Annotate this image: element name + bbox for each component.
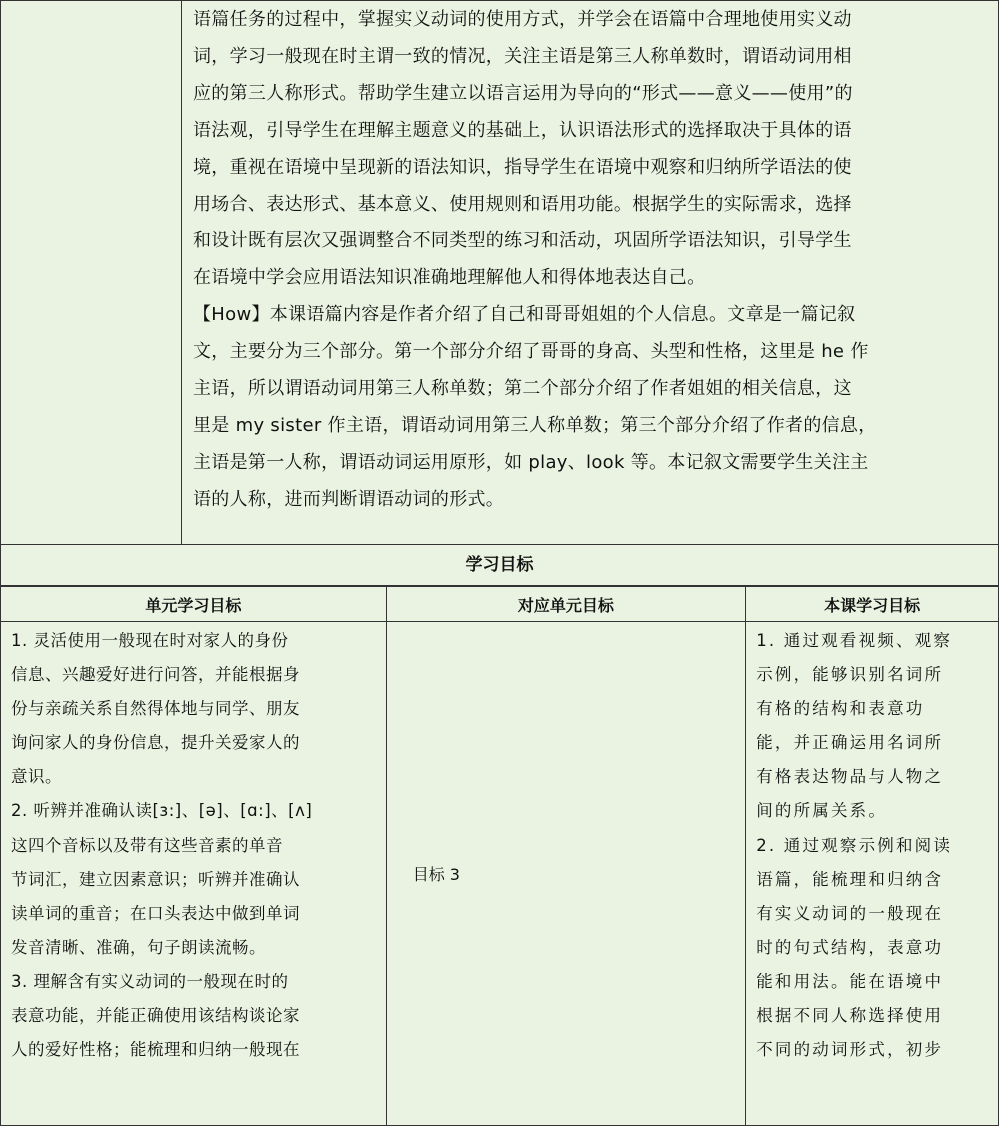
lesson-goal-line: 时的句式结构，表意功 — [756, 937, 944, 957]
unit-goal-line: 读单词的重音；在口头表达中做到单词 — [11, 903, 300, 923]
unit-goal-line: 2. 听辨并准确认读[ɜ:]、[ə]、[ɑ:]、[ʌ] — [11, 801, 313, 821]
text-line: 应的第三人称形式。帮助学生建立以语言运用为导向的“形式——意义——使用”的 — [193, 82, 853, 104]
analysis-paragraph — [183, 2, 997, 519]
header-unit-goals: 单元学习目标 — [1, 587, 387, 622]
unit-goals-cell — [1, 622, 387, 1126]
objectives-content-row — [1, 622, 999, 1126]
unit-goal-line: 1. 灵活使用一般现在时对家人的身份 — [11, 631, 289, 650]
analysis-table — [0, 0, 999, 545]
header-corresponding-goal: 对应单元目标 — [386, 587, 746, 622]
corresponding-goal-text: 目标 3 — [412, 865, 460, 884]
text-line: 境，重视在语境中呈现新的语法知识，指导学生在语境中观察和归纳所学语法的使 — [193, 156, 852, 178]
lesson-goal-line: 有格的结构和表意功 — [756, 699, 925, 719]
lesson-goal-line: 能，并正确运用名词所 — [756, 733, 944, 753]
left-empty-cell — [1, 1, 182, 545]
unit-goal-line: 询问家人的身份信息，提升关爱家人的 — [11, 733, 300, 753]
analysis-text-cell — [182, 1, 999, 545]
lesson-goal-line: 2. 通过观察示例和阅读 — [756, 835, 953, 855]
text-line: 和设计既有层次又强调整合不同类型的练习和活动，巩固所学语法知识，引导学生 — [193, 230, 852, 252]
lesson-goal-line: 有格表达物品与人物之 — [756, 767, 944, 787]
text-line: 主语是第一人称，谓语动词运用原形，如 play、look 等。本记叙文需要学生关注主 — [193, 451, 869, 473]
lesson-goal-line: 根据不同人称选择使用 — [756, 1006, 944, 1026]
lesson-goal-line: 语篇，能梳理和归纳含 — [756, 869, 944, 889]
unit-goal-line: 份与亲疏关系自然得体地与同学、朋友 — [11, 699, 300, 719]
text-line: 语篇任务的过程中，掌握实义动词的使用方式，并学会在语篇中合理地使用实义动 — [193, 9, 852, 30]
objectives-header-row — [1, 587, 999, 622]
unit-goal-line: 这四个音标以及带有这些音素的单音 — [11, 835, 283, 855]
text-line: 词，学习一般现在时主谓一致的情况，关注主语是第三人称单数时，谓语动词用相 — [193, 45, 852, 67]
lesson-goal-line: 示例，能够识别名词所 — [756, 665, 944, 685]
text-line: 语法观，引导学生在理解主题意义的基础上，认识语法形式的选择取决于具体的语 — [193, 119, 852, 141]
text-line: 主语，所以谓语动词用第三人称单数；第二个部分介绍了作者姐姐的相关信息，这 — [193, 378, 852, 400]
text-line: 里是 my sister 作主语，谓语动词用第三人称单数；第三个部分介绍了作者的信息， — [193, 414, 877, 436]
lesson-goal-line: 1. 通过观看视频、观察 — [756, 631, 953, 650]
lesson-goal-line: 有实义动词的一般现在 — [756, 903, 944, 923]
text-line: 语的人称，进而判断谓语动词的形式。 — [193, 488, 505, 510]
objectives-section-title: 学习目标 — [0, 545, 999, 586]
text-line: 用场合、表达形式、基本意义、使用规则和语用功能。根据学生的实际需求，选择 — [193, 193, 852, 215]
unit-goal-line: 发音清晰、准确，句子朗读流畅。 — [11, 937, 266, 957]
analysis-lines — [183, 2, 997, 519]
unit-goal-line: 3. 理解含有实义动词的一般现在时的 — [11, 971, 289, 991]
unit-goal-line: 人的爱好性格；能梳理和归纳一般现在 — [11, 1040, 300, 1060]
unit-goal-line: 意识。 — [11, 767, 62, 787]
lesson-goal-line: 能和用法。能在语境中 — [756, 971, 944, 991]
lesson-goals-cell — [746, 622, 999, 1126]
lesson-goal-line: 不同的动词形式，初步 — [756, 1040, 944, 1060]
text-line: 【How】本课语篇内容是作者介绍了自己和哥哥姐姐的个人信息。文章是一篇记叙 — [193, 304, 856, 326]
unit-goal-line: 表意功能，并能正确使用该结构谈论家 — [11, 1006, 300, 1026]
unit-goal-line: 信息、兴趣爱好进行问答，并能根据身 — [11, 665, 300, 685]
lesson-goal-line: 间的所属关系。 — [756, 801, 888, 821]
objectives-table — [0, 586, 999, 1126]
unit-goal-line: 节词汇，建立因素意识；听辨并准确认 — [11, 869, 300, 889]
header-lesson-goals: 本课学习目标 — [746, 587, 999, 622]
text-line: 文，主要分为三个部分。第一个部分介绍了哥哥的身高、头型和性格，这里是 he 作 — [193, 341, 869, 363]
corresponding-goal-cell — [386, 622, 746, 1126]
text-line: 在语境中学会应用语法知识准确地理解他人和得体地表达自己。 — [193, 267, 706, 289]
